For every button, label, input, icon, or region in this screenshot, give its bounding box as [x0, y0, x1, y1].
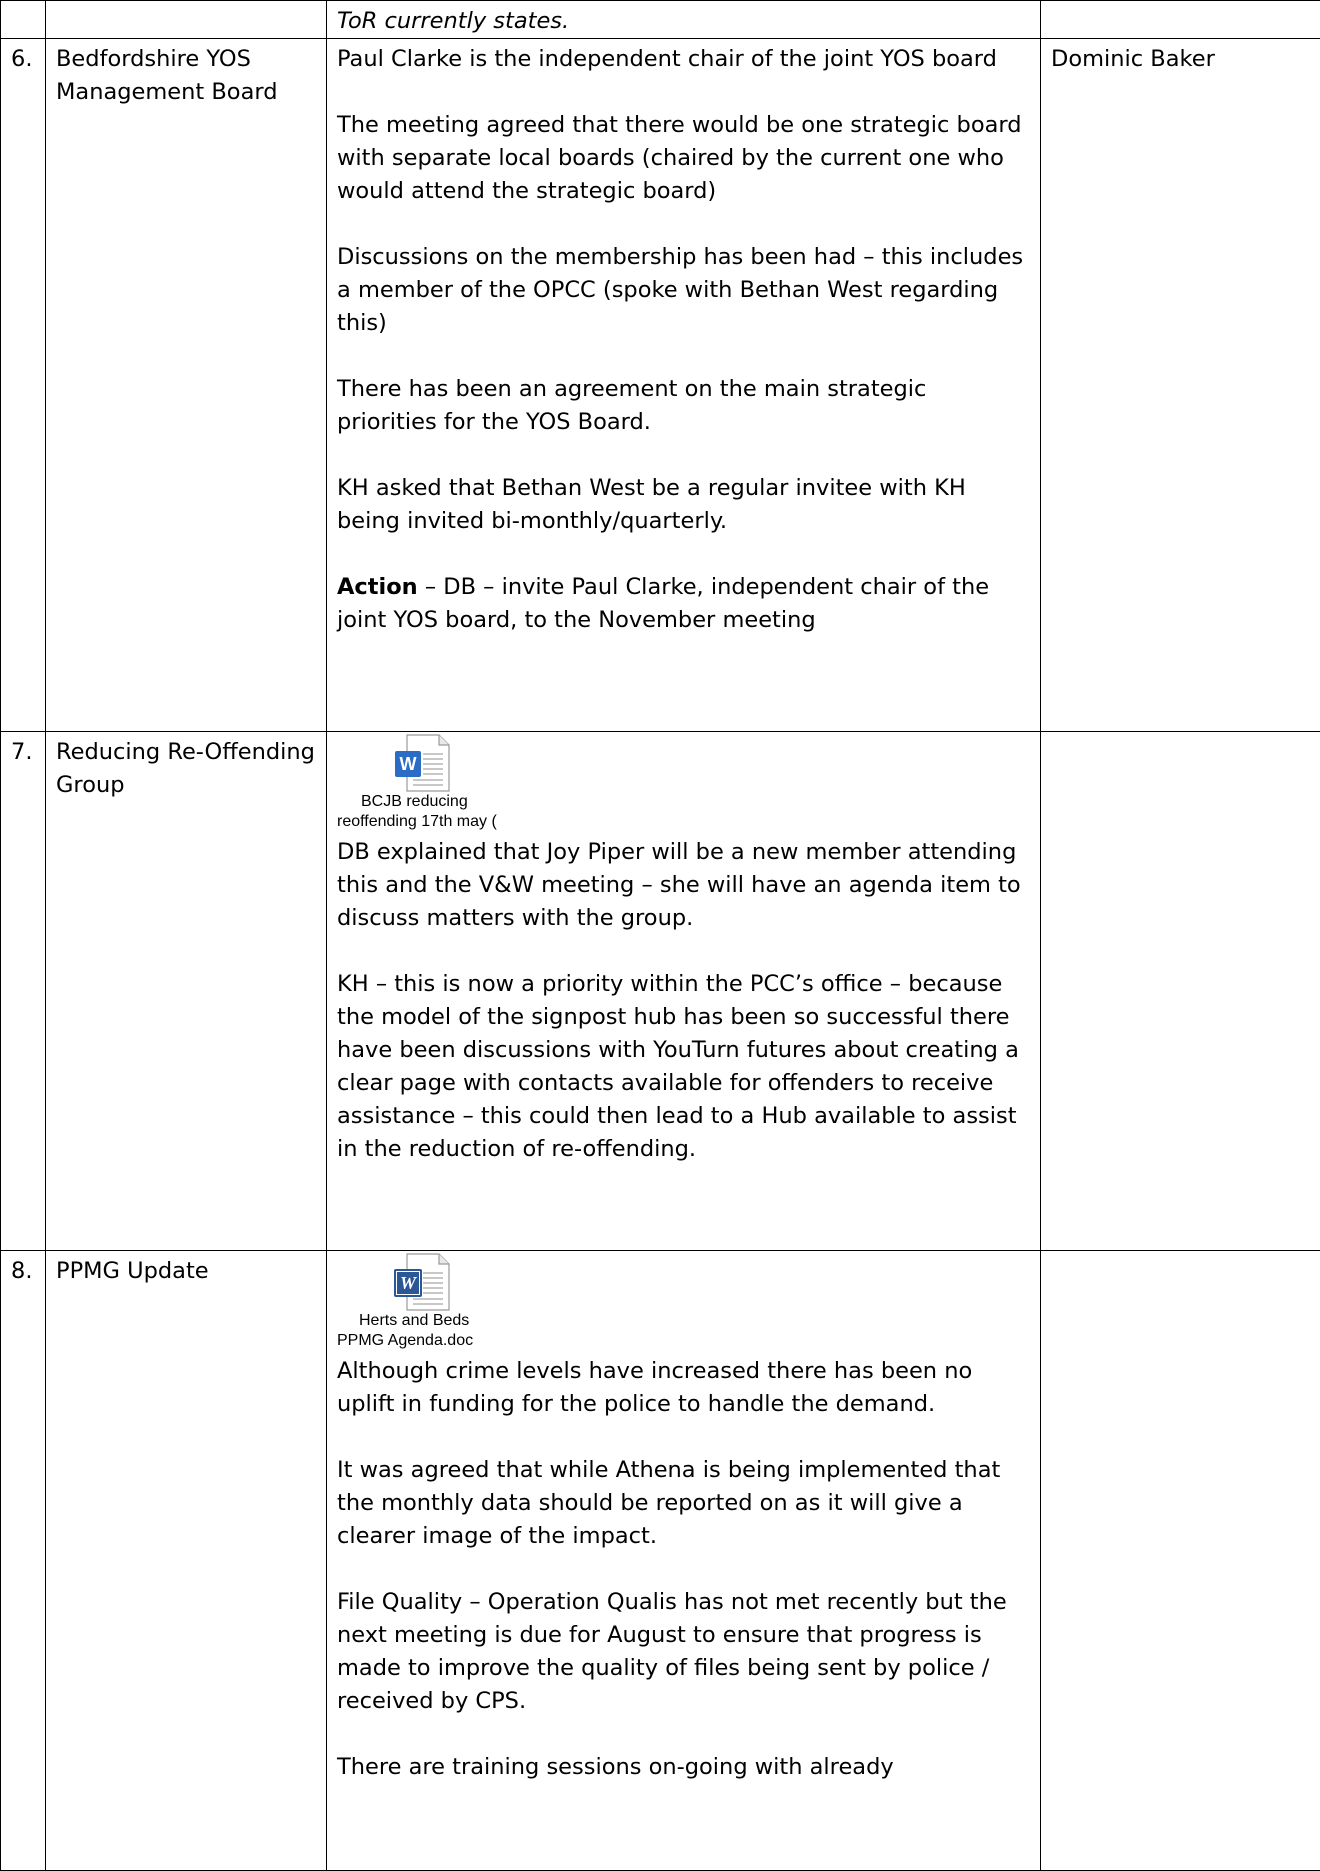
table-row: [1, 1251, 1320, 1871]
item-number: 7.: [1, 732, 46, 1251]
embedded-attachment[interactable]: [337, 1253, 1030, 1351]
note-paragraph: File Quality – Operation Qualis has not met recently but the next meeting is due for August to ensure that progress is made to improve the quality of files being sent by police / received by CPS.: [337, 1586, 1030, 1718]
note-paragraph: KH asked that Bethan West be a regular invitee with KH being invited bi-monthly/quarterly.: [337, 472, 1030, 538]
item-notes: [327, 39, 1041, 732]
item-number: 6.: [1, 39, 46, 732]
action-owner: [1041, 1251, 1320, 1871]
action-text: – DB – invite Paul Clarke, independent chair of the joint YOS board, to the November meeting: [337, 574, 989, 633]
note-paragraph: Although crime levels have increased there has been no uplift in funding for the police to handle the demand.: [337, 1355, 1030, 1421]
note-paragraph: There has been an agreement on the main strategic priorities for the YOS Board.: [337, 373, 1030, 439]
table-row: [1, 1, 1320, 39]
notes-italic-text: ToR currently states.: [337, 8, 569, 34]
table-row: [1, 732, 1320, 1251]
note-paragraph: It was agreed that while Athena is being implemented that the monthly data should be reported on as it will give a clearer image of the impact.: [337, 1454, 1030, 1553]
word-document-icon: [393, 734, 455, 792]
item-number: [1, 1, 46, 39]
svg-text:W: W: [400, 754, 417, 774]
action-label: Action: [337, 574, 418, 600]
action-paragraph: [337, 571, 1030, 637]
embedded-attachment[interactable]: [337, 734, 1030, 832]
action-owner: [1041, 1, 1320, 39]
note-paragraph: Discussions on the membership has been had – this includes a member of the OPCC (spoke with Bethan West regarding this): [337, 241, 1030, 340]
item-number: 8.: [1, 1251, 46, 1871]
attachment-caption: Herts and Beds PPMG Agenda.doc: [337, 1311, 1030, 1351]
action-owner: Dominic Baker: [1041, 39, 1320, 732]
item-notes: [327, 1251, 1041, 1871]
note-paragraph: There are training sessions on-going with already: [337, 1751, 1030, 1784]
note-paragraph: Paul Clarke is the independent chair of the joint YOS board: [337, 43, 1030, 76]
item-title: PPMG Update: [46, 1251, 327, 1871]
item-notes: [327, 732, 1041, 1251]
note-paragraph: DB explained that Joy Piper will be a new member attending this and the V&W meeting – she will have an agenda item to discuss matters with the group.: [337, 836, 1030, 935]
item-title: [46, 1, 327, 39]
note-paragraph: The meeting agreed that there would be one strategic board with separate local boards (chaired by the current one who would attend the strategic board): [337, 109, 1030, 208]
attachment-caption: BCJB reducing reoffending 17th may (: [337, 792, 1030, 832]
note-paragraph: KH – this is now a priority within the PCC’s office – because the model of the signpost hub has been so successful there have been discussions with YouTurn futures about creating a clear page with contacts available for offenders to receive assistance – this could then lead to a Hub available to assist in the reduction of re-offending.: [337, 968, 1030, 1166]
action-owner: [1041, 732, 1320, 1251]
item-notes: [327, 1, 1041, 39]
item-title: Bedfordshire YOS Management Board: [46, 39, 327, 732]
svg-text:W: W: [400, 1273, 418, 1293]
table-row: [1, 39, 1320, 732]
item-title: Reducing Re-Offending Group: [46, 732, 327, 1251]
word-document-icon: [393, 1253, 455, 1311]
